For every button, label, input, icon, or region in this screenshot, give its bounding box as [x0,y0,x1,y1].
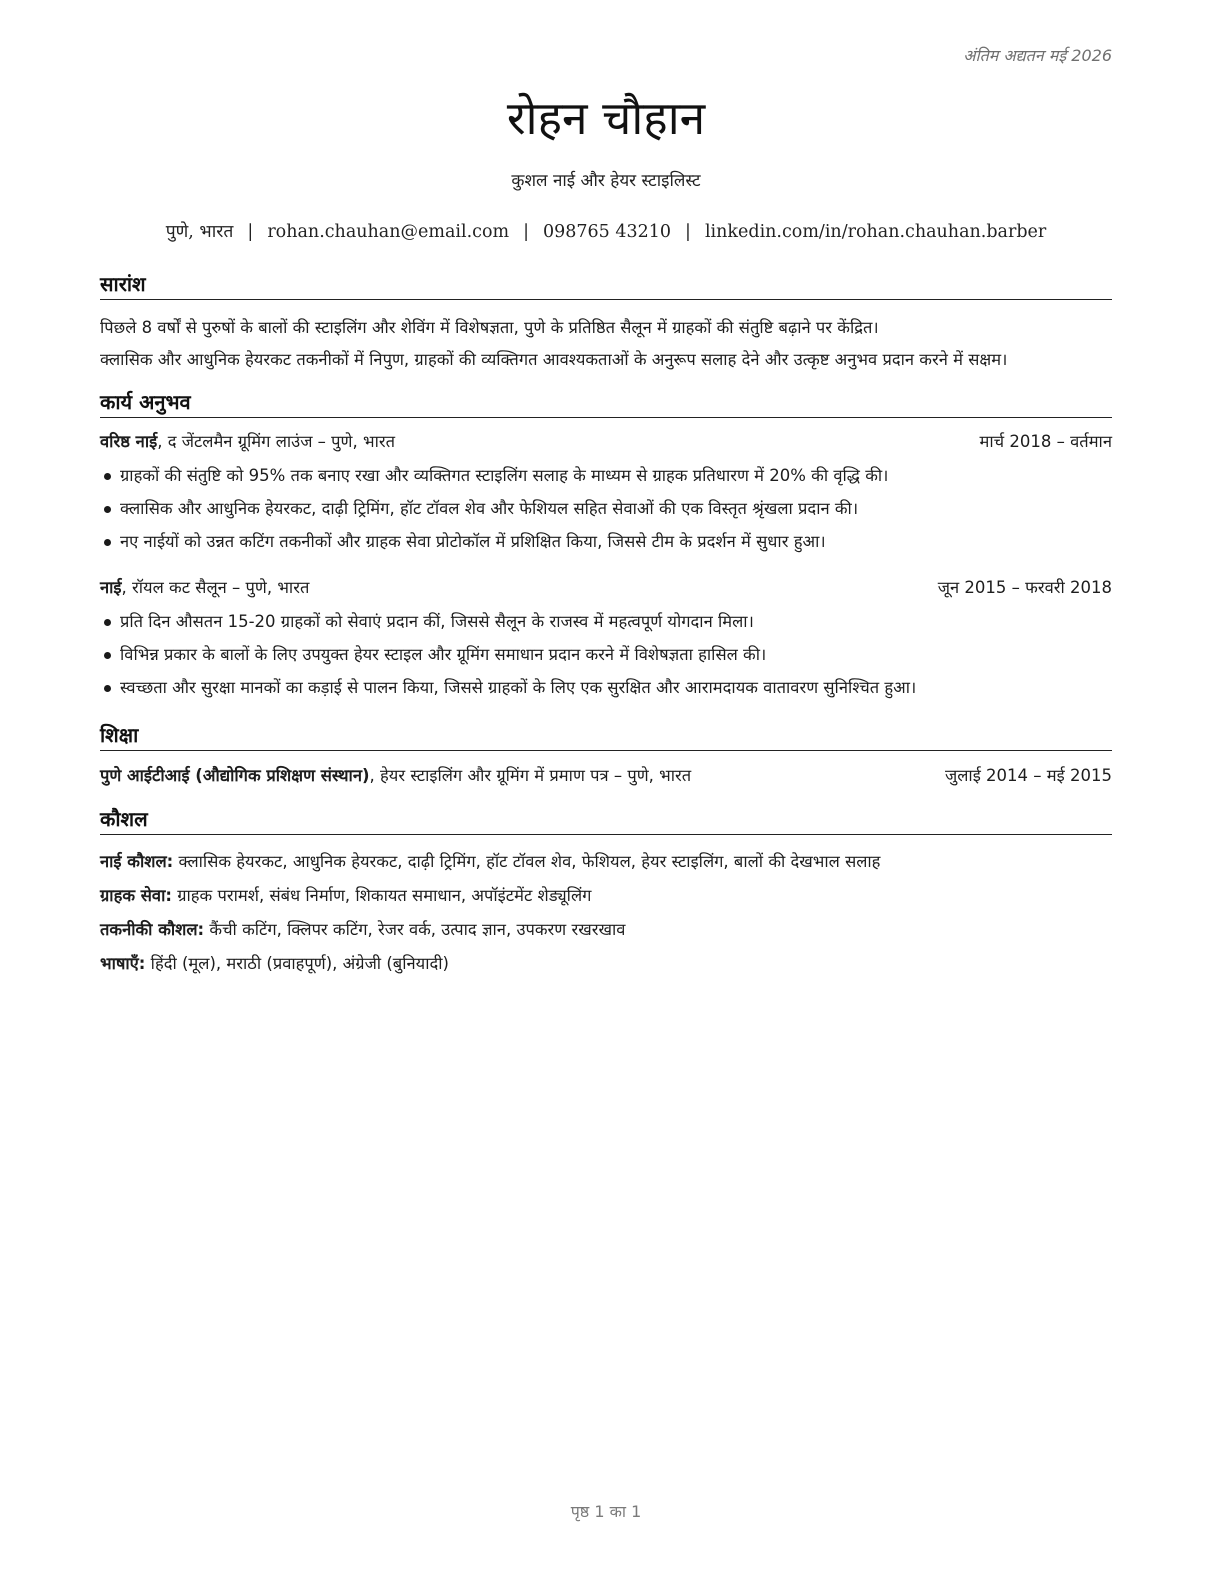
job-bullet: प्रति दिन औसतन 15-20 ग्राहकों को सेवाएं प्रदान कीं, जिससे सैलून के राजस्व में महत्वपूर्ण योगदान मिला। [100,605,1112,638]
contact-separator: | [523,222,529,242]
skill-label: नाई कौशल: [100,852,174,871]
summary-line: पिछले 8 वर्षों से पुरुषों के बालों की स्टाइलिंग और शेविंग में विशेषज्ञता, पुणे के प्रतिष्ठित सैलून में ग्राहकों की संतुष्टि बढ़ाने पर केंद्रित। [100,318,879,337]
job-title-line [100,577,309,599]
summary-line: क्लासिक और आधुनिक हेयरकट तकनीकों में निपुण, ग्राहकों की व्यक्तिगत आवश्यकताओं के अनुरूप सलाह देने और उत्कृष्ट अनुभव प्रदान करने में सक्षम। [100,350,1008,369]
skill-label: तकनीकी कौशल: [100,920,205,939]
contact-email-link[interactable]: rohan.chauhan@email.com [267,222,510,242]
job-header [100,577,1112,599]
job-dates: मार्च 2018 – वर्तमान [979,432,1112,451]
job-header [100,431,1112,453]
skill-row [100,947,1112,981]
job-bullet: स्वच्छता और सुरक्षा मानकों का कड़ाई से पालन किया, जिससे ग्राहकों के लिए एक सुरक्षित और आरामदायक वातावरण सुनिश्चित हुआ। [100,671,1112,704]
skill-label: ग्राहक सेवा: [100,886,172,905]
job-bullet: नए नाईयों को उन्नत कटिंग तकनीकों और ग्राहक सेवा प्रोटोकॉल में प्रशिक्षित किया, जिससे टीम के प्रदर्शन में सुधार हुआ। [100,525,1112,558]
contact-separator: | [685,222,691,242]
education-heading: शिक्षा [100,721,1112,751]
skill-value: कैंची कटिंग, क्लिपर कटिंग, रेजर वर्क, उत्पाद ज्ञान, उपकरण रखरखाव [204,920,626,939]
education-detail: , हेयर स्टाइलिंग और ग्रूमिंग में प्रमाण पत्र – पुणे, भारत [369,766,692,785]
summary-section [100,270,1112,376]
job-role: नाई [100,578,122,597]
job-bullet: ग्राहकों की संतुष्टि को 95% तक बनाए रखा और व्यक्तिगत स्टाइलिंग सलाह के माध्यम से ग्राहक प्रतिधारण में 20% की वृद्धि की। [100,459,1112,492]
resume-page [100,0,1112,1584]
candidate-name: रोहन चौहान [506,91,706,145]
job-organization: , द जेंटलमैन ग्रूमिंग लाउंज – पुणे, भारत [157,432,395,451]
job-bullet: विभिन्न प्रकार के बालों के लिए उपयुक्त हेयर स्टाइल और ग्रूमिंग समाधान प्रदान करने में विशेषज्ञता हासिल की। [100,638,1112,671]
summary-heading: सारांश [100,270,1112,300]
job-bullets [100,605,1112,704]
last-updated-note: अंतिम अद्यतन मई 2026 [963,46,1112,65]
contact-separator: | [247,222,254,242]
skills-section [100,805,1112,981]
summary-text [100,312,1112,376]
skill-row [100,845,1112,879]
education-institution: पुणे आईटीआई (औद्योगिक प्रशिक्षण संस्थान) [100,766,370,785]
skill-value: हिंदी (मूल), मराठी (प्रवाहपूर्ण), अंग्रेजी (बुनियादी) [145,954,449,973]
education-section [100,721,1112,787]
education-entry [100,765,1112,787]
skill-value: ग्राहक परामर्श, संबंध निर्माण, शिकायत समाधान, अपॉइंटमेंट शेड्यूलिंग [171,886,592,905]
job-dates: जून 2015 – फरवरी 2018 [937,578,1112,597]
experience-heading: कार्य अनुभव [100,388,1112,418]
skill-label: भाषाएँ: [100,954,146,973]
job-role: वरिष्ठ नाई [100,432,158,451]
candidate-tagline: कुशल नाई और हेयर स्टाइलिस्ट [511,171,701,191]
contact-line [100,219,1112,243]
skill-value: क्लासिक हेयरकट, आधुनिक हेयरकट, दाढ़ी ट्रिमिंग, हॉट टॉवल शेव, फेशियल, हेयर स्टाइलिंग, बालों की देखभाल सलाह [173,852,881,871]
skill-row [100,879,1112,913]
job-bullets [100,459,1112,558]
contact-location: पुणे, भारत [165,222,234,242]
contact-phone: 098765 43210 [542,222,672,242]
contact-linkedin-link[interactable]: linkedin.com/in/rohan.chauhan.barber [704,222,1047,242]
skill-row [100,913,1112,947]
job-bullet: क्लासिक और आधुनिक हेयरकट, दाढ़ी ट्रिमिंग, हॉट टॉवल शेव और फेशियल सहित सेवाओं की एक विस्तृत श्रृंखला प्रदान की। [100,492,1112,525]
skills-list [100,845,1112,981]
education-dates: जुलाई 2014 – मई 2015 [945,766,1112,785]
page-number: पृष्ठ 1 का 1 [570,1502,642,1521]
job-title-line [100,431,395,453]
job-organization: , रॉयल कट सैलून – पुणे, भारत [121,578,310,597]
education-title-line [100,765,691,787]
job-entry [100,577,1112,704]
skills-heading: कौशल [100,805,1112,835]
experience-section [100,388,1112,704]
job-entry [100,431,1112,558]
